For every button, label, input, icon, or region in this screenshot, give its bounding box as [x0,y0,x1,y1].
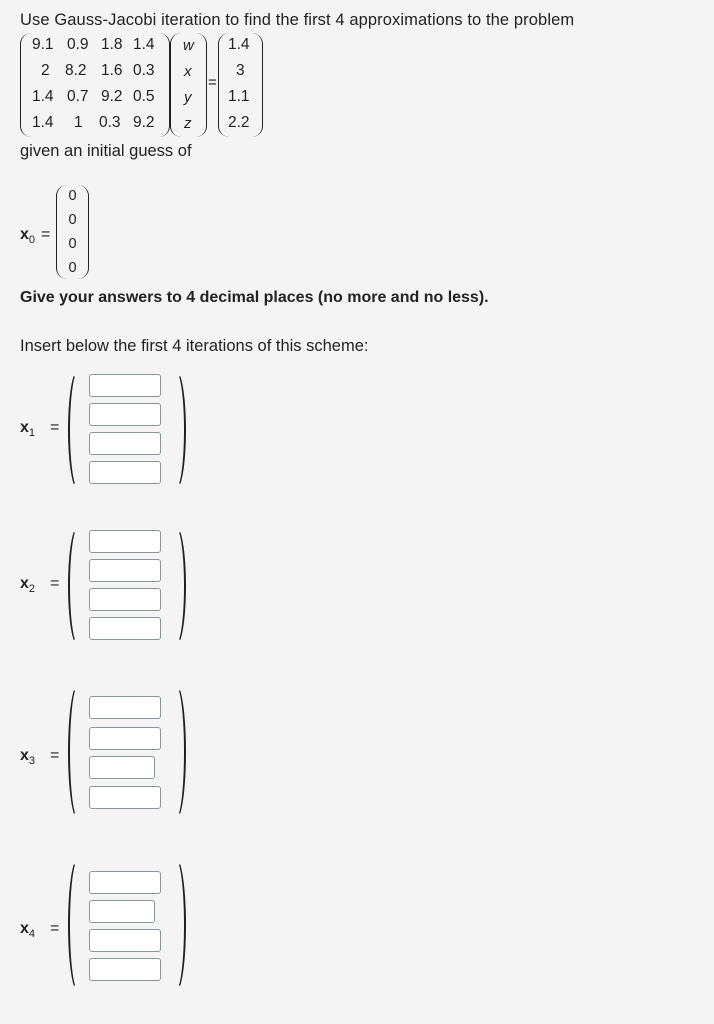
iteration-label [20,419,35,439]
answer-input-z[interactable] [89,461,161,484]
matrix-cell: 0.3 [133,62,155,79]
matrix-cell: 1 [74,114,83,131]
initial-guess-cell: 0 [68,236,77,252]
coefficient-matrix [20,33,170,137]
variable-vector [170,33,207,137]
left-paren [68,684,88,820]
iteration-subscript: 2 [28,583,36,596]
iteration-symbol: x [20,419,29,436]
left-paren [68,858,88,992]
answer-matrix [68,858,186,992]
matrix-cell: 0.7 [67,88,89,105]
variable: x [184,63,192,80]
iteration-equals: = [50,747,60,764]
left-paren [68,370,88,490]
iteration-label [20,747,35,767]
answer-input-x[interactable] [89,403,161,426]
initial-guess-cell: 0 [68,188,77,204]
matrix-cell: 1.4 [133,36,155,53]
iteration-subscript: 4 [28,928,36,941]
rhs-cell: 1.1 [228,88,250,105]
answer-input-y[interactable] [89,756,155,779]
matrix-cell: 0.9 [67,36,89,53]
equals-sign: = [208,74,217,91]
answer-input-y[interactable] [89,929,161,952]
iteration-equals: = [50,419,60,436]
answer-input-x[interactable] [89,900,155,923]
iteration-equals: = [50,575,60,592]
variable: y [184,89,192,106]
matrix-cell: 9.2 [133,114,155,131]
variable: z [184,115,192,132]
iteration-label [20,920,35,940]
iteration-label [20,575,35,595]
initial-guess-cell: 0 [68,212,77,228]
matrix-cell: 8.2 [65,62,87,79]
iteration-subscript: 1 [28,427,36,440]
linear-system [20,33,280,139]
matrix-cell: 1.6 [101,62,123,79]
answer-matrix [68,370,186,490]
left-paren [68,526,88,646]
iteration-symbol: x [20,747,29,764]
answer-input-x[interactable] [89,559,161,582]
x0-subscript: 0 [28,234,36,247]
answer-input-y[interactable] [89,588,161,611]
iteration-3 [0,684,714,814]
matrix-cell: 0.5 [133,88,155,105]
answer-input-w[interactable] [89,374,161,397]
initial-guess-vector [56,185,89,279]
precision-instruction: Give your answers to 4 decimal places (no more and no less). [20,289,489,306]
x0-equals: = [41,226,51,243]
x0-symbol: x [20,226,29,243]
right-paren [166,684,186,820]
iteration-2 [0,524,714,654]
answer-input-z[interactable] [89,617,161,640]
answer-input-z[interactable] [89,958,161,981]
answer-input-y[interactable] [89,432,161,455]
iteration-symbol: x [20,920,29,937]
answer-input-z[interactable] [89,786,161,809]
iteration-subscript: 3 [28,755,36,768]
rhs-cell: 3 [236,62,245,79]
rhs-vector [218,33,263,137]
answer-input-w[interactable] [89,696,161,719]
matrix-cell: 9.1 [32,36,54,53]
right-paren [166,526,186,646]
rhs-cell: 1.4 [228,36,250,53]
given-text: given an initial guess of [20,142,192,160]
initial-guess-cell: 0 [68,260,77,276]
question-intro: Use Gauss-Jacobi iteration to find the first 4 approximations to the problem [20,11,575,29]
rhs-cell: 2.2 [228,114,250,131]
iteration-1 [0,368,714,498]
right-paren [166,858,186,992]
right-paren [166,370,186,490]
answer-matrix [68,526,186,646]
answer-input-w[interactable] [89,871,161,894]
variable: w [183,37,194,54]
x0-label [20,226,35,246]
matrix-cell: 1.4 [32,114,54,131]
matrix-cell: 0.3 [99,114,121,131]
iteration-equals: = [50,920,60,937]
matrix-cell: 1.8 [101,36,123,53]
iteration-4 [0,858,714,988]
answer-matrix [68,684,186,820]
matrix-cell: 2 [41,62,50,79]
insert-instruction: Insert below the first 4 iterations of this scheme: [20,337,369,355]
iteration-symbol: x [20,575,29,592]
answer-input-w[interactable] [89,530,161,553]
matrix-cell: 9.2 [101,88,123,105]
answer-input-x[interactable] [89,727,161,750]
matrix-cell: 1.4 [32,88,54,105]
